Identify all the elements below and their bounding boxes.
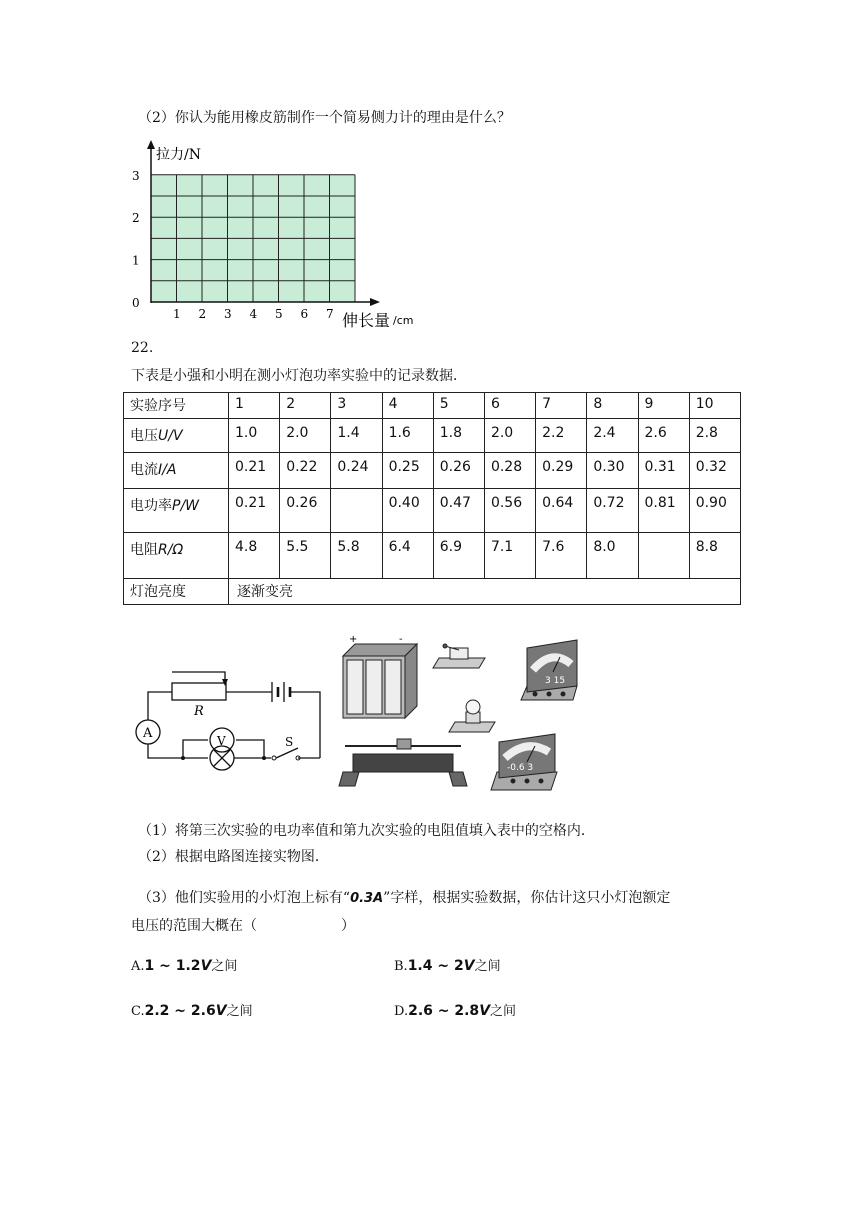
y-tick-label: 1 — [132, 253, 140, 268]
table-row-resistance — [124, 533, 741, 579]
cell: 0.25 — [382, 453, 433, 489]
force-extension-grid — [128, 140, 428, 330]
cell: 2.6 — [638, 419, 689, 453]
col-header: 10 — [689, 393, 740, 419]
cell: 7.6 — [536, 533, 587, 579]
option-a[interactable]: A.1 ~ 1.2V之间 — [131, 958, 238, 974]
cell: 0.26 — [280, 489, 331, 533]
cell: 0.56 — [484, 489, 535, 533]
cell: 0.26 — [433, 453, 484, 489]
cell: 1.8 — [433, 419, 484, 453]
sub-question-3-line2: 电压的范围大概在（ ） — [131, 918, 355, 934]
cell: 0.21 — [229, 489, 280, 533]
col-header: 7 — [536, 393, 587, 419]
y-axis-label: 拉力/N — [156, 147, 201, 163]
table-row-header — [124, 393, 741, 419]
data-table — [123, 392, 741, 605]
cell: 8.0 — [587, 533, 638, 579]
cell: 1.0 — [229, 419, 280, 453]
table-row-power — [124, 489, 741, 533]
ammeter-illustration — [521, 640, 577, 700]
row-label: 电流I/A — [124, 453, 229, 489]
row-label: 电功率P/W — [124, 489, 229, 533]
table-row-brightness — [124, 579, 741, 605]
switch-label: S — [285, 735, 294, 749]
lamp-holder-illustration — [449, 700, 495, 732]
circuit-diagram — [128, 660, 328, 780]
cell-empty — [331, 489, 382, 533]
cell: 0.30 — [587, 453, 638, 489]
cell: 0.32 — [689, 453, 740, 489]
cell: 7.1 — [484, 533, 535, 579]
cell: 0.28 — [484, 453, 535, 489]
question-22-number: 22. — [131, 340, 154, 356]
cell: 0.22 — [280, 453, 331, 489]
x-tick-label: 5 — [275, 307, 283, 321]
col-header: 5 — [433, 393, 484, 419]
cell: 2.4 — [587, 419, 638, 453]
ammeter-label: A — [143, 726, 153, 741]
col-header: 4 — [382, 393, 433, 419]
cell: 0.72 — [587, 489, 638, 533]
y-axis-arrow — [147, 140, 155, 149]
cell: 2.0 — [484, 419, 535, 453]
y-tick-label: 3 — [132, 168, 140, 183]
cell: 0.81 — [638, 489, 689, 533]
cell: 0.64 — [536, 489, 587, 533]
x-tick-label: 3 — [224, 307, 232, 321]
y-tick-label: 0 — [132, 296, 140, 310]
option-b[interactable]: B.1.4 ~ 2V之间 — [394, 958, 501, 974]
cell: 0.31 — [638, 453, 689, 489]
row-label: 电阻R/Ω — [124, 533, 229, 579]
voltmeter-label: V — [217, 734, 226, 748]
y-tick-label: 2 — [132, 211, 140, 226]
cell: 5.5 — [280, 533, 331, 579]
col-header: 3 — [331, 393, 382, 419]
table-row-voltage — [124, 419, 741, 453]
cell: 0.40 — [382, 489, 433, 533]
header-label: 实验序号 — [124, 393, 229, 419]
option-c[interactable]: C.2.2 ~ 2.6V之间 — [131, 1003, 253, 1019]
sub-question-1: （1）将第三次实验的电功率值和第九次实验的电阻值填入表中的空格内． — [138, 823, 595, 839]
sub-question-2: （2）根据电路图连接实物图． — [138, 849, 329, 865]
row-label: 灯泡亮度 — [124, 579, 229, 605]
question-22-intro: 下表是小强和小明在测小灯泡功率实验中的记录数据． — [131, 368, 467, 384]
col-header: 9 — [638, 393, 689, 419]
switch-illustration — [433, 644, 485, 668]
cell: 2.0 — [280, 419, 331, 453]
cell: 0.47 — [433, 489, 484, 533]
cell: 2.2 — [536, 419, 587, 453]
resistor-label: R — [194, 704, 204, 719]
cell: 0.24 — [331, 453, 382, 489]
ammeter-scale-label: 3 15 — [545, 676, 566, 686]
cell: 0.21 — [229, 453, 280, 489]
voltmeter-illustration — [491, 734, 557, 790]
apparatus-illustrations — [335, 630, 590, 795]
cell: 4.8 — [229, 533, 280, 579]
row-label: 电压U/V — [124, 419, 229, 453]
col-header: 8 — [587, 393, 638, 419]
svg-text:-: - — [399, 634, 403, 645]
col-header: 2 — [280, 393, 331, 419]
x-axis-arrow — [370, 298, 380, 306]
cell: 2.8 — [689, 419, 740, 453]
rated-current-mark: 0.3A — [350, 891, 384, 906]
cell-empty — [638, 533, 689, 579]
question-2-text: （2）你认为能用橡皮筋制作一个简易侧力计的理由是什么？ — [138, 110, 511, 126]
x-tick-label: 1 — [173, 307, 181, 321]
cell: 0.90 — [689, 489, 740, 533]
sub-question-3-line1: （3）他们实验用的小灯泡上标有“0.3A”字样，根据实验数据，你估计这只小灯泡额定 — [138, 890, 671, 906]
x-tick-label: 4 — [249, 307, 258, 321]
cell: 6.4 — [382, 533, 433, 579]
x-tick-label: 7 — [326, 307, 334, 321]
x-tick-label: 6 — [300, 307, 309, 321]
col-header: 6 — [484, 393, 535, 419]
voltmeter-scale-label: -0.6 3 — [507, 763, 534, 773]
table-row-current — [124, 453, 741, 489]
option-d[interactable]: D.2.6 ~ 2.8V之间 — [394, 1003, 517, 1019]
rheostat-symbol — [172, 683, 226, 700]
cell: 1.4 — [331, 419, 382, 453]
cell: 1.6 — [382, 419, 433, 453]
col-header: 1 — [229, 393, 280, 419]
x-axis-unit: /cm — [393, 314, 414, 327]
cell: 8.8 — [689, 533, 740, 579]
cell: 6.9 — [433, 533, 484, 579]
x-tick-label: 2 — [198, 307, 207, 321]
svg-text:+: + — [349, 634, 358, 645]
rheostat-illustration — [339, 739, 467, 786]
x-axis-label: 伸长量 — [342, 311, 391, 330]
battery-box-illustration — [343, 644, 417, 718]
cell: 0.29 — [536, 453, 587, 489]
brightness-value: 逐渐变亮 — [229, 579, 741, 605]
cell: 5.8 — [331, 533, 382, 579]
